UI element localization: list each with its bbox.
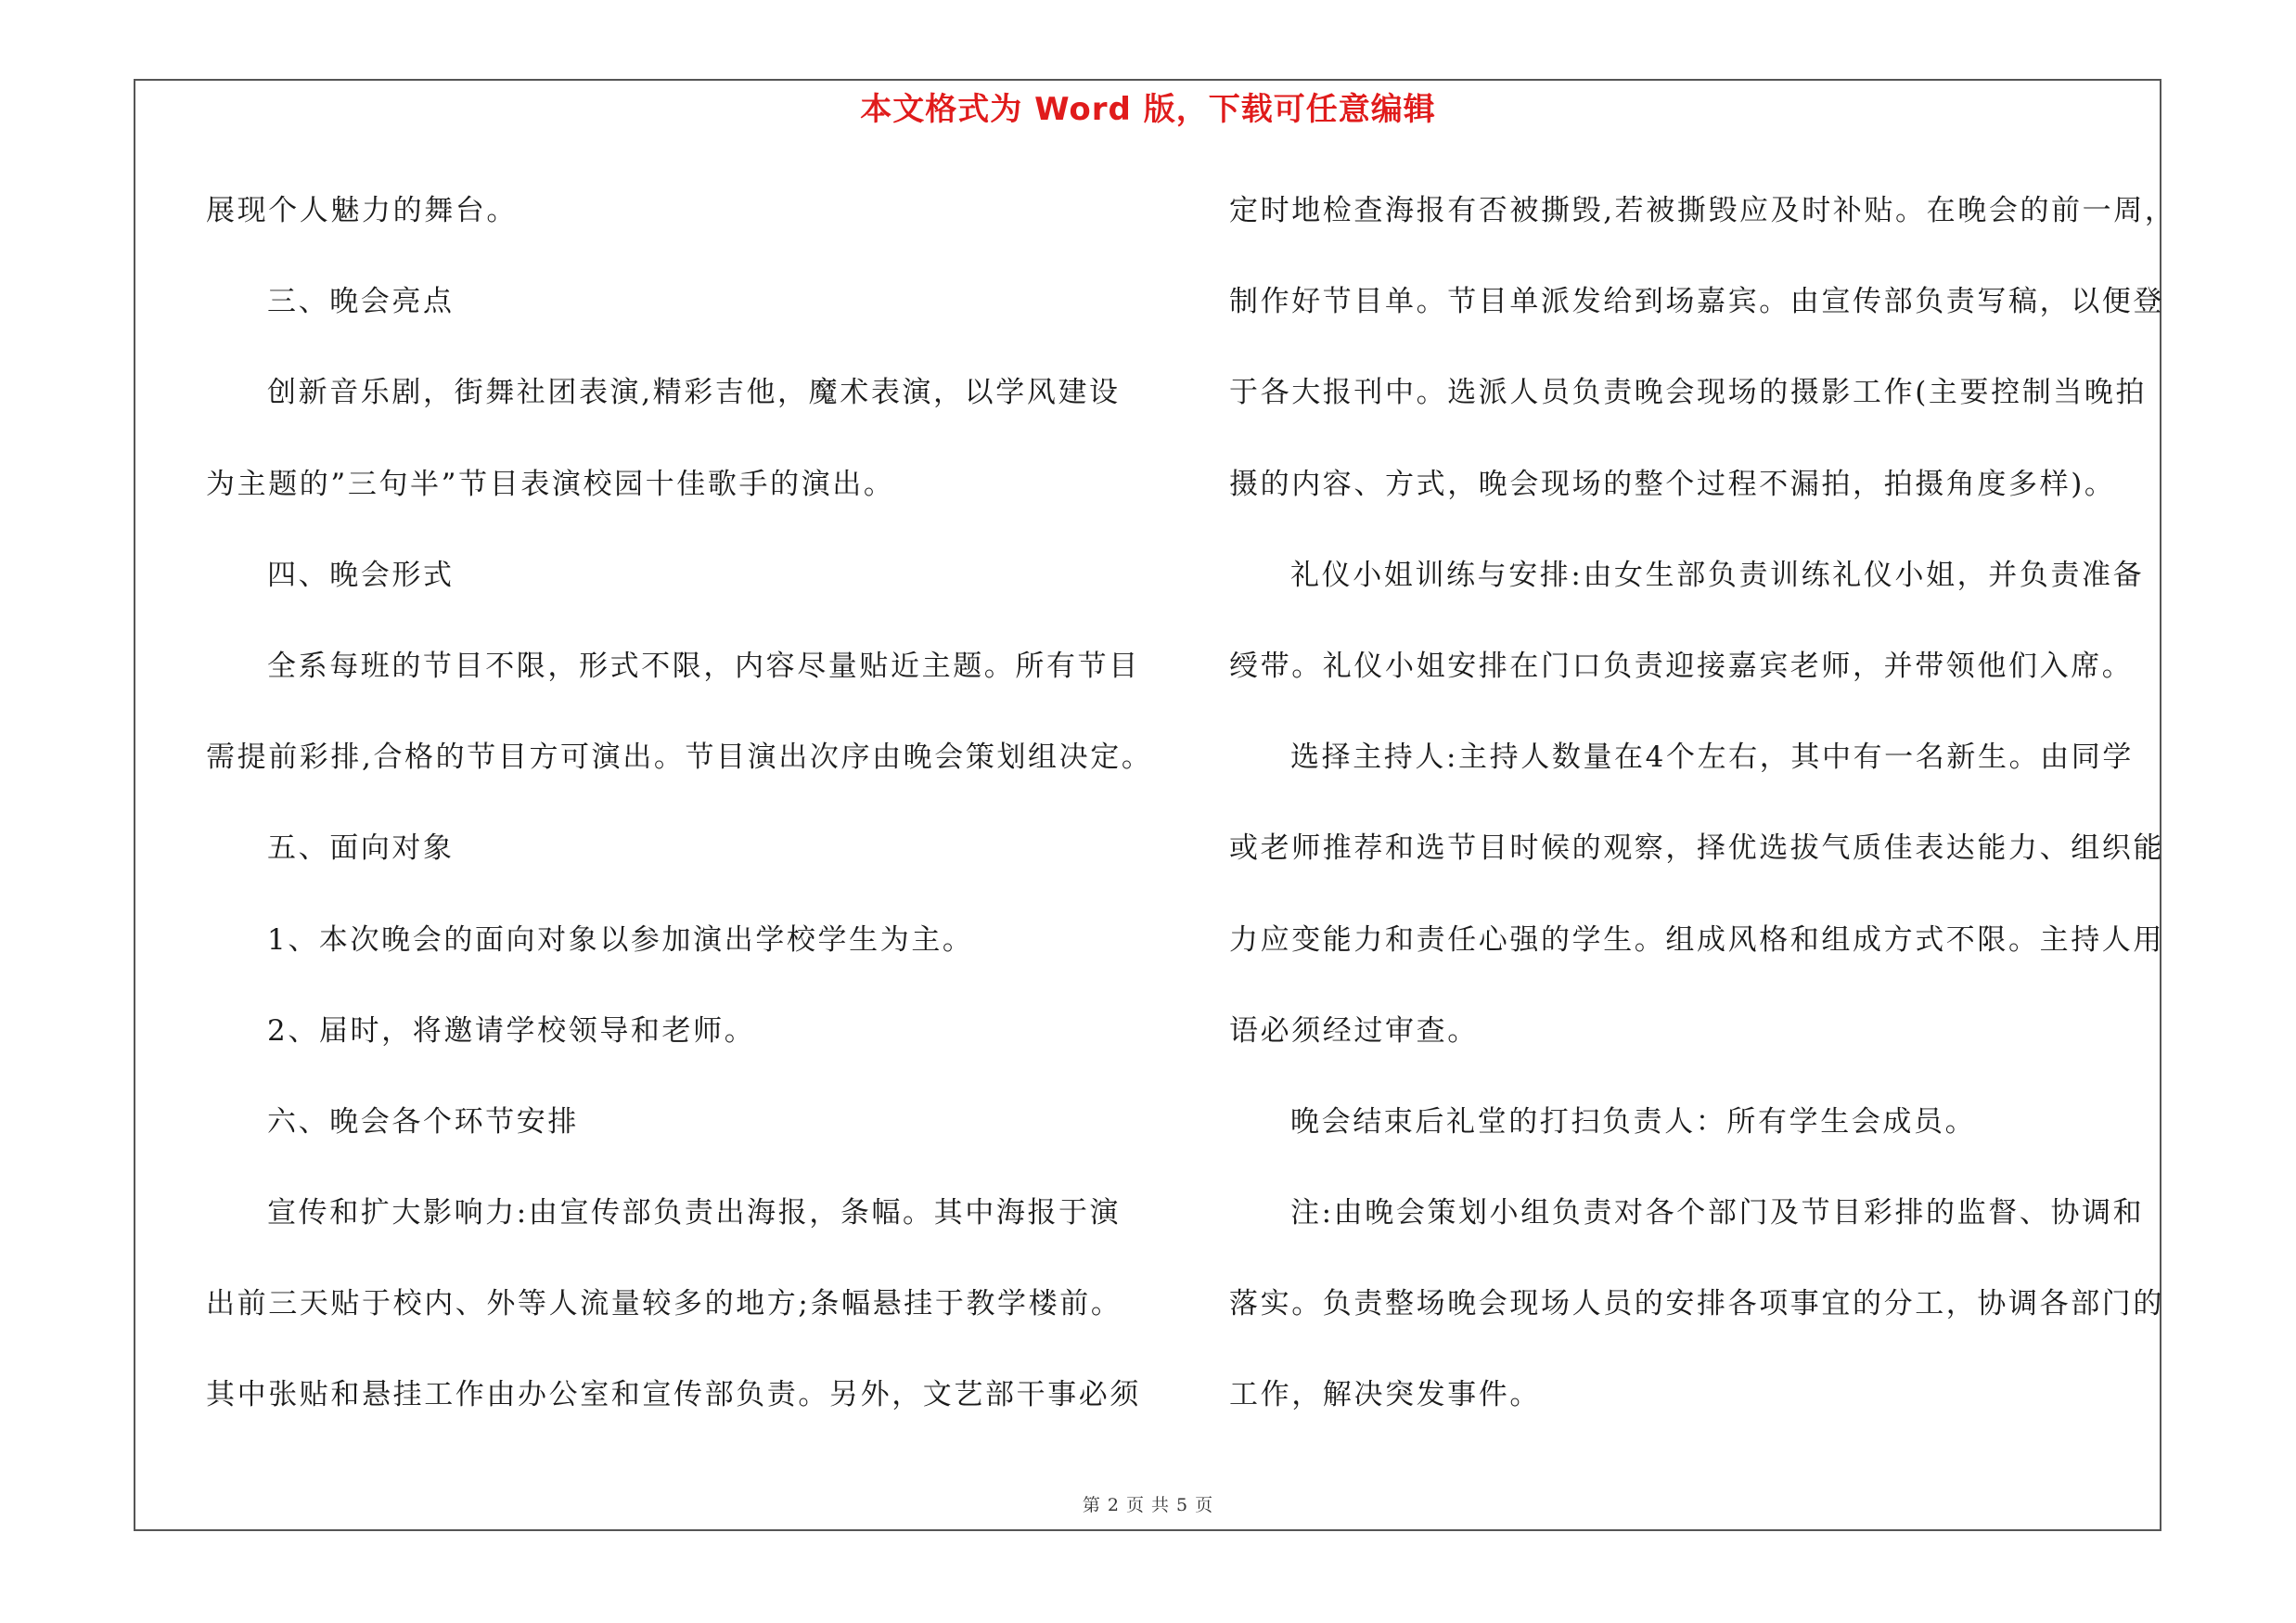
left-column-line: 出前三天贴于校内、外等人流量较多的地方;条幅悬挂于教学楼前。 (206, 1287, 1122, 1321)
right-column-line: 制作好节目单。节目单派发给到场嘉宾。由宣传部负责写稿，以便登 (1229, 285, 2164, 319)
left-column-line: 创新音乐剧，街舞社团表演,精彩吉他，魔术表演，以学风建设 (267, 376, 1121, 410)
right-column-line: 于各大报刊中。选派人员负责晚会现场的摄影工作(主要控制当晚拍 (1229, 376, 2148, 410)
right-column-line: 绶带。礼仪小姐安排在门口负责迎接嘉宾老师，并带领他们入席。 (1229, 649, 2134, 683)
right-text-column (1229, 182, 2176, 1458)
left-column-line: 2、届时，将邀请学校领导和老师。 (267, 1013, 756, 1048)
left-column-line: 为主题的”三句半”节目表演校园十佳歌手的演出。 (206, 467, 895, 501)
left-column-line: 其中张贴和悬挂工作由办公室和宣传部负责。另外，文艺部干事必须 (206, 1378, 1141, 1412)
right-column-line: 落实。负责整场晚会现场人员的安排各项事宜的分工，协调各部门的 (1229, 1287, 2164, 1321)
right-column-line: 选择主持人:主持人数量在4个左右，其中有一名新生。由同学 (1290, 741, 2134, 775)
right-column-line: 工作，解决突发事件。 (1229, 1378, 1541, 1412)
right-column-line: 力应变能力和责任心强的学生。组成风格和组成方式不限。主持人用 (1229, 922, 2164, 957)
left-column-line: 展现个人魅力的舞台。 (206, 194, 518, 227)
left-column-line: 需提前彩排,合格的节目方可演出。节目演出次序由晚会策划组决定。 (206, 741, 1153, 775)
editable-notice-banner: 本文格式为 Word 版，下载可任意编辑 (860, 91, 1436, 128)
page-number-footer: 第 2 页 共 5 页 (1082, 1495, 1214, 1515)
left-column-line: 宣传和扩大影响力:由宣传部负责出海报，条幅。其中海报于演 (267, 1196, 1122, 1230)
left-column-line: 三、晚会亮点 (267, 285, 455, 319)
left-column-line: 全系每班的节目不限，形式不限，内容尽量贴近主题。所有节目 (267, 649, 1140, 683)
left-text-column (206, 182, 1153, 1458)
left-column-line: 六、晚会各个环节安排 (267, 1104, 579, 1139)
left-column-line: 四、晚会形式 (267, 558, 455, 592)
right-column-line: 定时地检查海报有否被撕毁,若被撕毁应及时补贴。在晚会的前一周， (1229, 194, 2176, 227)
right-column-line: 摄的内容、方式，晚会现场的整个过程不漏拍，拍摄角度多样)。 (1229, 467, 2116, 501)
right-column-line: 语必须经过审查。 (1229, 1013, 1479, 1048)
right-column-line: 晚会结束后礼堂的打扫负责人：所有学生会成员。 (1290, 1104, 1977, 1139)
left-column-line: 五、面向对象 (267, 831, 455, 866)
left-column-line: 1、本次晚会的面向对象以参加演出学校学生为主。 (267, 922, 974, 957)
right-column-line: 注:由晚会策划小组负责对各个部门及节目彩排的监督、协调和 (1290, 1196, 2145, 1230)
right-column-line: 礼仪小姐训练与安排:由女生部负责训练礼仪小姐，并负责准备 (1290, 558, 2145, 592)
right-column-line: 或老师推荐和选节目时候的观察，择优选拔气质佳表达能力、组织能 (1229, 831, 2164, 866)
